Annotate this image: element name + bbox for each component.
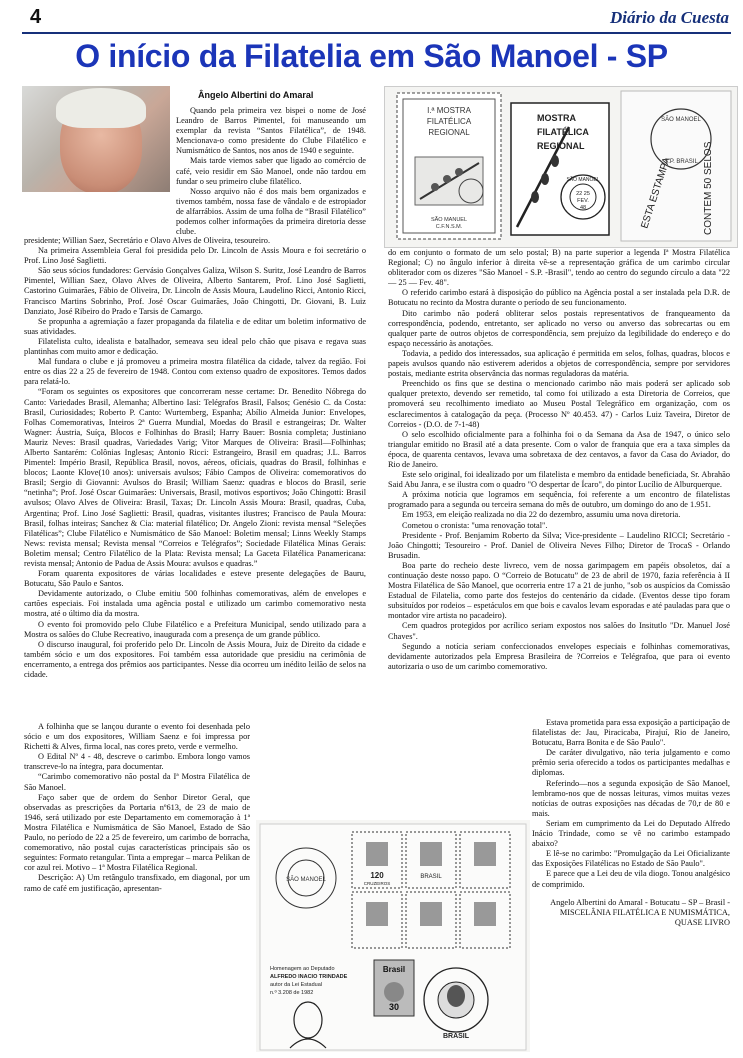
- paragraph: Em 1953, em eleição realizada no dia 22 do dezembro, assumiu uma nova diretoria.: [402, 510, 681, 520]
- paragraph: Cometou o cronista: "uma renovação total".: [402, 520, 548, 530]
- signature-block: [532, 898, 730, 928]
- photo-hair: [56, 88, 146, 128]
- portrait-stamp-country-2: BRASIL: [442, 1033, 470, 1040]
- paragraph: Presidente - Prof. Benjamim Roberto da Silva; Vice-presidente – Laudelino RICCI; Secretário - João Chingotti; Tesoureiro - Prof. Daniel de Oliveira Neves Filho; Diretor de TrocaS - Orlando Brusadin.: [388, 530, 730, 560]
- header-rule: [22, 32, 731, 34]
- paragraph: E lê-se no carimbo: "Promulgação da Lei Oficializante das Exposições Filatélicas no Estado de São Paulo".: [532, 849, 730, 869]
- cover-figure-svg: [256, 820, 530, 1052]
- paragraph: Este selo original, foi idealizado por um filatelista e membro da entidade beneficiada, Sr. Abrahão Said Abu Janra, e se ilustra com o quadro "O despertar de Ícaro", do pintor Lucílio de Alburquerque.: [388, 470, 730, 490]
- paragraph: E parece que a Lei deu de vila diogo. Tonou analgésico de comprimido.: [532, 869, 730, 889]
- stamp-unit: CRUZEIROS: [363, 881, 391, 886]
- article-column-4: [388, 248, 730, 718]
- author-photo: [22, 86, 170, 192]
- postmark-date: 22 25: [576, 191, 590, 197]
- paragraph: Devidamente autorizado, o Clube emitiu 500 folhinhas comemorativas, além de envelopes e cartões especiais. Foi instalada uma agência postal e utilizado um carimbo comemorativo nesta mostra, até o último dia da mostra.: [24, 589, 366, 619]
- page-number: 4: [30, 6, 42, 28]
- paragraph: “Foram os seguintes os expositores que concorreram nesse certame: Dr. Benedito Nóbrega do Canto: Variedades Brasil, Alemanha; Albertino Iasi: Telégrafos Brasil, Falsos; Genésio C. da Costa: Brasil, Curiosidades; Roberto P. Canto: Wurtemberg, Espanha; Abílio Almeida Junior: Envelopes, Folhas Comemorativas, Inteiros 2ª Guerra Mundial, Moedas do Brasil e estrangeiras; Dr. Walter Wagner: Áustria, Suíça, Blocos e Folhinhas do Brasil; Harry Bauer: Bosnia completa; Justiniano Mauriz Neves: Brasil quadras, Variedades Varig; Vitor Marques de Oliveira: Brasil—Folhinhas; Alberto Santarém: Colônias Inglesas; Antonio Ricci: Estrangeiro, Brasil em quadras; J.L. Barros Pimentel: Império Brasil, República Brasil, novos, aéreos, oficiais, quadras do Brasil, folhinhas e blocos; Laonte Klove(10 anos): universais avulsos; Fábio Campos de Oliveira: comemorativos do Brasil; Sergio di Giovanni: Avulsos do Brasil; William Saenz: quadras e blocos do Brasil, serie “netinha”; Prof. José Oscar Guimarães: Universais, Brasil, motivos esportivos; João Chingotti: Brasil avulsos; Olavo Alves de Oliveira: Brasil, Taxas; Dr. Lincoln Assis Moura: Brasil, quadras, Cuba, Argentina; Prof. Lino José Saglietti: Brasil, quadras, visitantes ilustres; Francisco de Paula Moura: Brasil, folhas inteiras; Sanchez & Cia: material filatélico; Dr. Angelo Zioni: revista mensal “Seleções Filatélicas”; Clube Filatélico e Numismático de São Manoel: Boletim mensal; Linns Weekly Stamps News: revista mensal; Revista mensal “Correios e Telégrafos”; Sociedade Filatélica Minas Gerais: Boletim mensal; Centro Filatélico de la Plata: Revista mensal; La Gaceta Filatélica Panamericana: revista mensal; Antonio de Padua de Assis Moura: avulsos e quadras.”: [24, 387, 366, 568]
- paragraph: O selo escolhido oficialmente para a folhinha foi o da Semana da Asa de 1947, o único selo triangular emitido no Brasil até a data presente. Com o valor de franquia que era a taxa simples da época, de quarenta centavos, levava uma sobretaxa de dez centavos, a favor da Casa do Aviador, do Rio de Janeiro.: [388, 429, 730, 469]
- addressee-3: autor da Lei Estadual: [270, 982, 322, 988]
- article-column-2: [24, 236, 366, 722]
- stamp-figure: [384, 86, 738, 248]
- paragraph: Cem quadros protegidos por acrílico seriam expostos nos salões do Insitutlo "Dr. Manuel José Chaves".: [388, 621, 730, 641]
- paragraph: Descrição: A) Um retângulo transfixado, em diagonal, por um ramo de café em justificação, apresentan-: [24, 873, 250, 893]
- paragraph: O evento foi promovido pelo Clube Filatélico e a Prefeitura Municipal, sendo utilizado para a Mostra os salões do Clube Recreativo, inaugurada com a presença de um grande público.: [24, 619, 366, 639]
- paragraph: Nosso arquivo não é dos mais bem organizados e tivemos também, nossa fase de vândalo e de estropiador de alfarrábios. Assim de uma folha de “Brasil Filatélico” podemos colher informações da primeira diretoria desse clube.: [176, 186, 366, 236]
- newspaper-brand: Diário da Cuesta: [609, 8, 729, 27]
- m1-bottom2: C.F.N.S.M.: [435, 224, 463, 230]
- paragraph: do em conjunto o formato de um selo postal; B) na parte superior a legenda Iª Mostra Filatélica Regional; C) no ângulo inferior à direita vê-se a representação gráfica de um carimbo circular obliterador com os dizeres "São Manoel - S.P. -Brasil", tendo ao centro do segundo círculo a data "22 — 25 — Fev. 48".: [388, 248, 730, 288]
- paragraph: Boa parte do recheio deste livreco, vem de nossa garimpagem em papéis obsoletos, daí a continuação deste nosso papo. O “Correio de Botucatu” de 23 de abril de 1970, fazia referência à II Mostra Filatélica de São Manoel, que ocorreria entre 17 a 21 de junho, "sob os auspícios da Comissão Estadual de Filatelia, como parte dos festejos do centenário da cidade. (Eventos desse tipo foram subsituídos por rodeios – espetáculos em que bois e cavalos levam esporadas e até pauladas para que o montador vire artista no pacadeiro).: [388, 560, 730, 621]
- paragraph: Foram quarenta expositores de várias localidades e esteve presente delegações de Bauru, Botucatu, São Paulo e Santos.: [24, 569, 366, 589]
- postmark-month: FEV.: [577, 198, 589, 204]
- paragraph: “Carimbo comemorativo não postal da Iª Mostra Filatélica de São Manoel.: [24, 772, 250, 792]
- paragraph: Na primeira Assembleia Geral foi presidida pelo Dr. Lincoln de Assis Moura e foi secretário o Prof. Lino José Saglietti.: [24, 246, 366, 266]
- paragraph: Quando pela primeira vez bispei o nome de José Leandro de Barros Pimentel, foi manuseando um exemplar da revista “Santos Filatélica”, de 1948. Mencionava-o como presidente do Clube Filatélico e Numismático de Santos, nos anos de 1940 e seguinte.: [176, 106, 366, 156]
- paragraph: A próxima notícia que logramos em sequência, foi referente a um encontro de filatelistas programado para a segunda ou terceira semana do mês de outubro, um domingo do ano de 1.951.: [388, 490, 730, 510]
- diag-text1: ESTA ESTAMPA: [639, 156, 673, 230]
- addressee-4: n.º 3.208 de 1982: [270, 990, 314, 996]
- m2-line1: MOSTRA: [537, 113, 576, 123]
- addressee-1: Homenagem ao Deputado: [270, 966, 335, 972]
- paragraph: Dito carimbo não poderá obliterar selos postais representativos de franqueamento da correspondência, podendo, entretanto, ser aplicado no verso ou anverso das sobrecartas ou em qualquer parte de outros objetos de correspondência, sem prejuízo da legibilidade do endereço e do espaço necessário às anotações.: [388, 308, 730, 348]
- paragraph: Referindo—nos a segunda exposição de São Manoel, lembramo-nos que de nossas leituras, vimos muitas vezes notícias de outras exposições nas décadas de 70,r de 80 e mais.: [532, 778, 730, 818]
- article-column-3: [24, 722, 250, 1054]
- paragraph: São seus sócios fundadores: Gervásio Gonçalves Galiza, Wilson S. Suritz, José Leandro de Barros Pimentel, Willian Saez, Olavo Alves de Oliveira, Alberto Santarem, Prof. Lino José Saglietti, Castorino Guimarães, Fábio de Oliveira, Dr. Lincoln de Assis Moura, Laudelino Ricci, Antonio Ricci, Francisco Martins Sobrinho, Prof. José Oscar Guimarães, João Chingotti, Dr. Giovani, B. Luiz Danziato, José Ribeiro do Prado e Tarsis de Camargo.: [24, 266, 366, 316]
- paragraph: De caráter divulgativo, não teria julgamento e como prêmio seria oferecido a todos os participantes medalhas e diplomas.: [532, 748, 730, 778]
- paragraph: Todavia, a pedido dos interessados, sua aplicação é permitida em selos, folhas, quadras, blocos e papeis avulsos quando não estiverem aderidos a objetos de correspondência, sempre por servidores postais, mediante estrita observância das normas reguladoras da matéria.: [388, 348, 730, 379]
- article-column-1: [176, 106, 366, 236]
- arc-text1: SÃO MANOEL: [661, 117, 701, 123]
- paragraph: O referido carimbo estará à disposição do público na Agência postal a ser instalada pela D.R. de Botucatu no recinto da Mostra durante o período de seu funcionamento.: [388, 288, 730, 308]
- addressee-2: ALFREDO INACIO TRINDADE: [270, 974, 348, 980]
- m2-line3: REGIONAL: [537, 141, 585, 151]
- portrait-stamp-value: 30: [388, 1002, 400, 1012]
- paragraph: A folhinha que se lançou durante o evento foi desenhada pelo sócio e um dos expositores, William Saenz e foi impressa por Richetti & Alves, firma local, nas cores preto, verde e vermelho.: [24, 722, 250, 752]
- paragraph: Faço saber que de ordem do Senhor Diretor Geral, que observadas as prescrições da Portaria nº613, de 23 de maio de 1946, será utilizado por este Departamento em comemoração à 1ª Mostra Filatélica e Numismática de São Manoel, Estado de São Paulo, no período de 22 a 25 de fevereiro, um carimbo de borracha, comemorativo, não postal cujas características principais são os seguintes: Formato retangular. Tinta a empregar – marca Pelikan de cor azul rei. Motivo – 1ª Mostra Filatélica Regional.: [24, 792, 250, 873]
- signature: Angelo Albertini do Amaral - Botucatu – SP – Brasil - MISCELÂNIA FILATÉLICA E NUMISMÁTICA, QUASE LIVRO: [550, 897, 730, 927]
- paragraph: Preenchido os fins que se destina o mencionado carimbo não mais poderá ser aplicado sob qualquer pretexto, devendo ser remetido, tal como foi utilizado a esta Diretoria de Correios, que promoverá seu recolhimento imediato ao Museu Postal Telegráfico em organização, com os esclarecimentos à catalogação da peça. (Processo Nº 40.453. 47) - Carlos Luiz Taveira, Diretor de Correios - (D.O. de 7-1-48): [388, 379, 730, 429]
- postmark-year: 48: [579, 205, 587, 211]
- paragraph: Mais tarde viemos saber que ligado ao comércio de café, veio residir em São Manoel, onde não tardou em fundar o seu primeiro clube filatélico.: [176, 156, 366, 186]
- paragraph: Filatelista culto, idealista e batalhador, semeava seu ideal pelo chão que pisava e regava suas plantinhas com muito amor e dedicação.: [24, 336, 366, 357]
- m1-line1: I.ª MOSTRA: [427, 106, 471, 115]
- cover-figure: [256, 820, 530, 1052]
- paragraph: Seriam em cumprimento da Lei do Deputado Alfredo Inácio Trindade, como se vê no carimbo estampado abaixo?: [532, 818, 730, 849]
- stamp-value: 120: [370, 871, 384, 880]
- m1-bottom1: SÃO MANUEL: [430, 217, 468, 223]
- m1-line2: FILATÉLICA: [426, 117, 472, 126]
- article-column-5: [532, 718, 730, 1058]
- paragraph: Mal fundara o clube e já promoveu a primeira mostra filatélica da cidade, talvez da região. Foi entre os dias 22 a 25 de fevereiro de 1948. Contou com extenso quadro de expositores. Temos dados para relatá-lo.: [24, 357, 366, 387]
- paragraph: O discurso inaugural, foi proferido pelo Dr. Lincoln de Assis Moura, Juiz de Direito da cidade e também sócio e um dos expositores. Foi também essa autoridade que presidiu na cerimônia de encerramento, a entrega dos prêmios aos participantes. Nesse dia ocorreu um inédito leilão de selos na cidade.: [24, 639, 366, 680]
- paragraph: O Edital Nº 4 - 48, descreve o carimbo. Embora longo vamos transcreve-lo na íntegra, para documentar.: [24, 752, 250, 772]
- headline: O início da Filatelia em São Manoel - SP: [75, 38, 668, 74]
- author-byline: Ângelo Albertini do Amaral: [198, 90, 314, 100]
- paragraph: Estava prometida para essa exposição a participação de filatelistas de: Jau, Piracicaba, Pirajuí, Rio de Janeiro, Botucatu, Barra Bonita e de São Paulo".: [532, 718, 730, 748]
- m2-line2: FILATÉLICA: [537, 127, 589, 137]
- paragraph: Se propunha a agremiação a fazer propaganda da filatelia e de editar um boletim informativo de suas atividades.: [24, 316, 366, 336]
- portrait-stamp-country: Brasil: [382, 965, 406, 974]
- paragraph: presidente; Willian Saez, Secretário e Olavo Alves de Oliveira, tesoureiro.: [24, 236, 271, 245]
- cover-postmark-text: SÃO MANOEL: [286, 877, 326, 883]
- stamp-figure-svg: [385, 87, 737, 247]
- postmark-top: SÃO MANOEL: [566, 177, 600, 183]
- arc-text2: S.P. BRASIL: [664, 159, 698, 165]
- m1-line3: REGIONAL: [428, 128, 470, 137]
- paragraph: Segundo a notícia seriam confeccionados envelopes especiais e folhinhas comemorativas, devidamente autorizados pela Empresa Brasileira de ?Correios e Telégrafoa, que para oi evento autorizaria o uso de um carimbo comemorativo.: [388, 641, 730, 671]
- diag-text2: CONTEM 50 SELOS: [703, 141, 714, 235]
- stamp-country: BRASIL: [420, 874, 442, 880]
